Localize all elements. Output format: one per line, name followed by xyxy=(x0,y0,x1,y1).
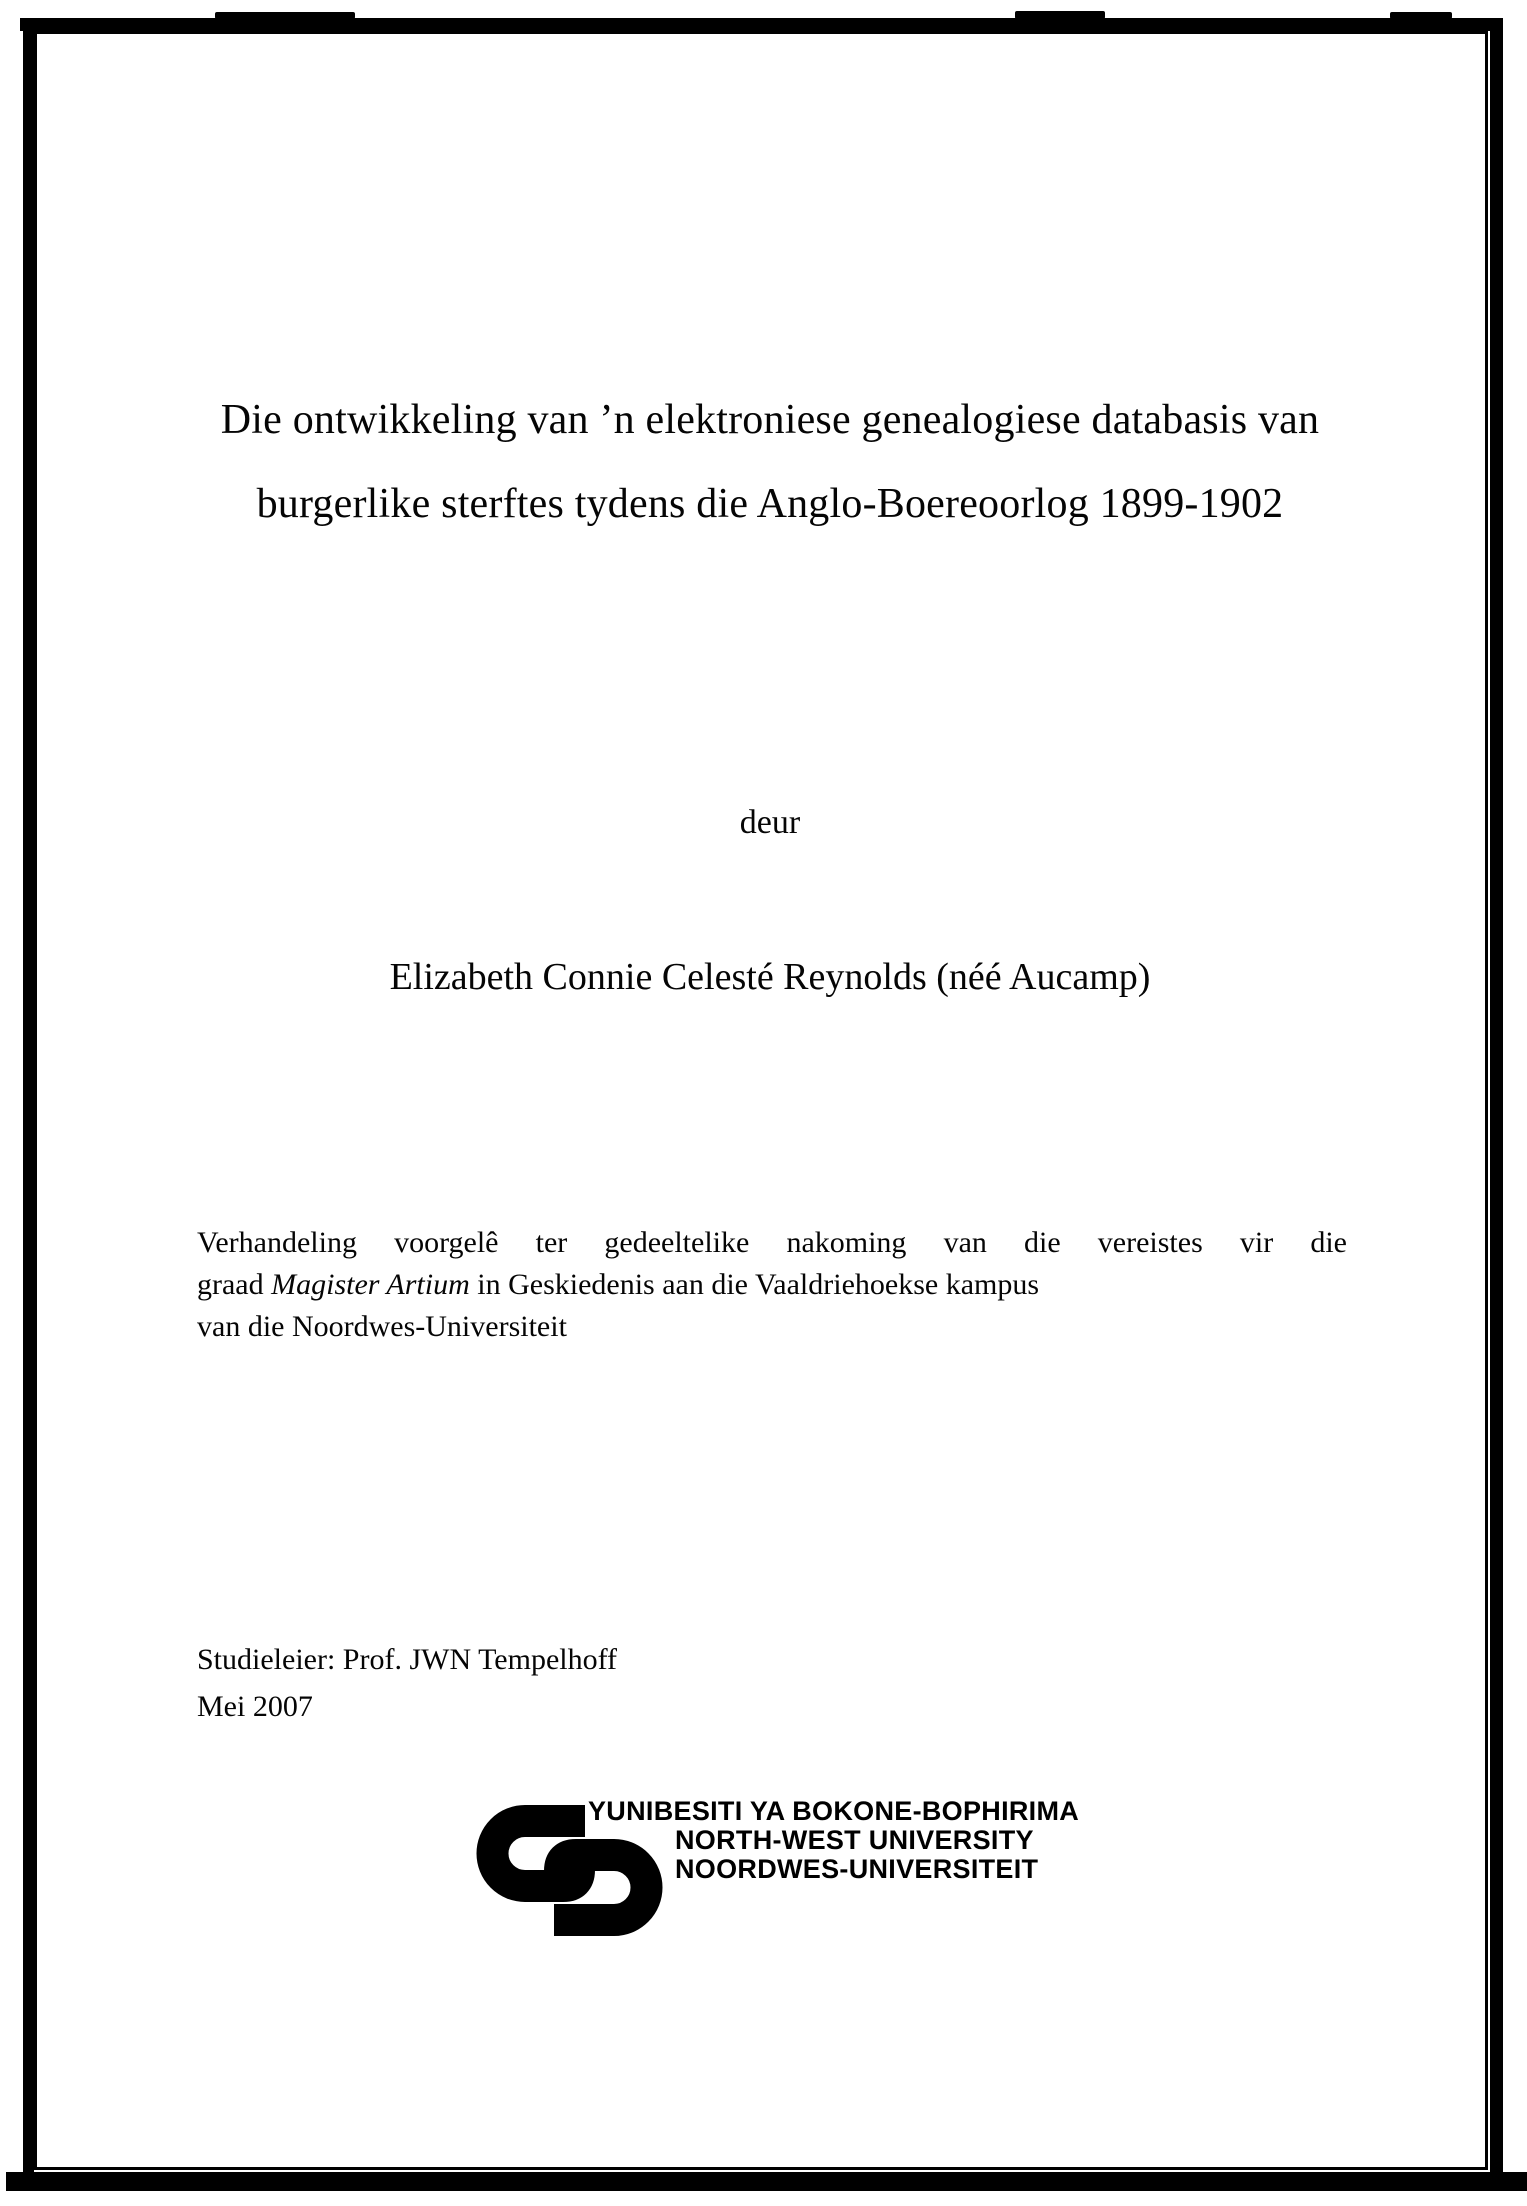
university-logo xyxy=(467,1796,1087,1960)
degree-statement xyxy=(197,1222,1347,1348)
degree-statement-line2-suffix: in Geskiedenis aan die Vaaldriehoekse kampus xyxy=(477,1268,1040,1301)
scan-artifact xyxy=(1015,11,1105,19)
supervisor-block xyxy=(197,1636,617,1730)
date-line: Mei 2007 xyxy=(197,1690,313,1723)
page-border-bottom xyxy=(6,2172,1527,2191)
thesis-title-line2: burgerlike sterftes tydens die Anglo-Boereoorlog 1899-1902 xyxy=(256,481,1284,527)
logo-text-afrikaans: NOORDWES-UNIVERSITEIT xyxy=(675,1854,1039,1884)
degree-statement-line2-prefix: graad xyxy=(197,1268,264,1301)
scan-artifact xyxy=(1390,12,1452,19)
supervisor-line: Studieleier: Prof. JWN Tempelhoff xyxy=(197,1643,618,1676)
logo-text-english: NORTH-WEST UNIVERSITY xyxy=(675,1825,1034,1855)
degree-statement-line3: van die Noordwes-Universiteit xyxy=(197,1310,567,1343)
thesis-title xyxy=(110,378,1430,546)
byline-label: deur xyxy=(739,804,801,841)
logo-text-setswana: YUNIBESITI YA BOKONE-BOPHIRIMA xyxy=(588,1796,1080,1826)
degree-statement-line1: Verhandeling voorgelê ter gedeeltelike nakoming van die vereistes vir die xyxy=(197,1226,1347,1259)
page-border-left xyxy=(23,18,34,2174)
degree-statement-line2 xyxy=(197,1264,1347,1306)
author-name: Elizabeth Connie Celesté Reynolds (néé Aucamp) xyxy=(389,956,1151,998)
thesis-title-line1: Die ontwikkeling van ’n elektroniese genealogiese databasis van xyxy=(220,397,1320,443)
page-border-right xyxy=(1490,18,1503,2174)
degree-name-italic: Magister Artium xyxy=(271,1268,470,1301)
university-logo-text xyxy=(588,1797,1079,1884)
scan-artifact xyxy=(215,12,355,19)
page-border-top xyxy=(20,18,1503,31)
